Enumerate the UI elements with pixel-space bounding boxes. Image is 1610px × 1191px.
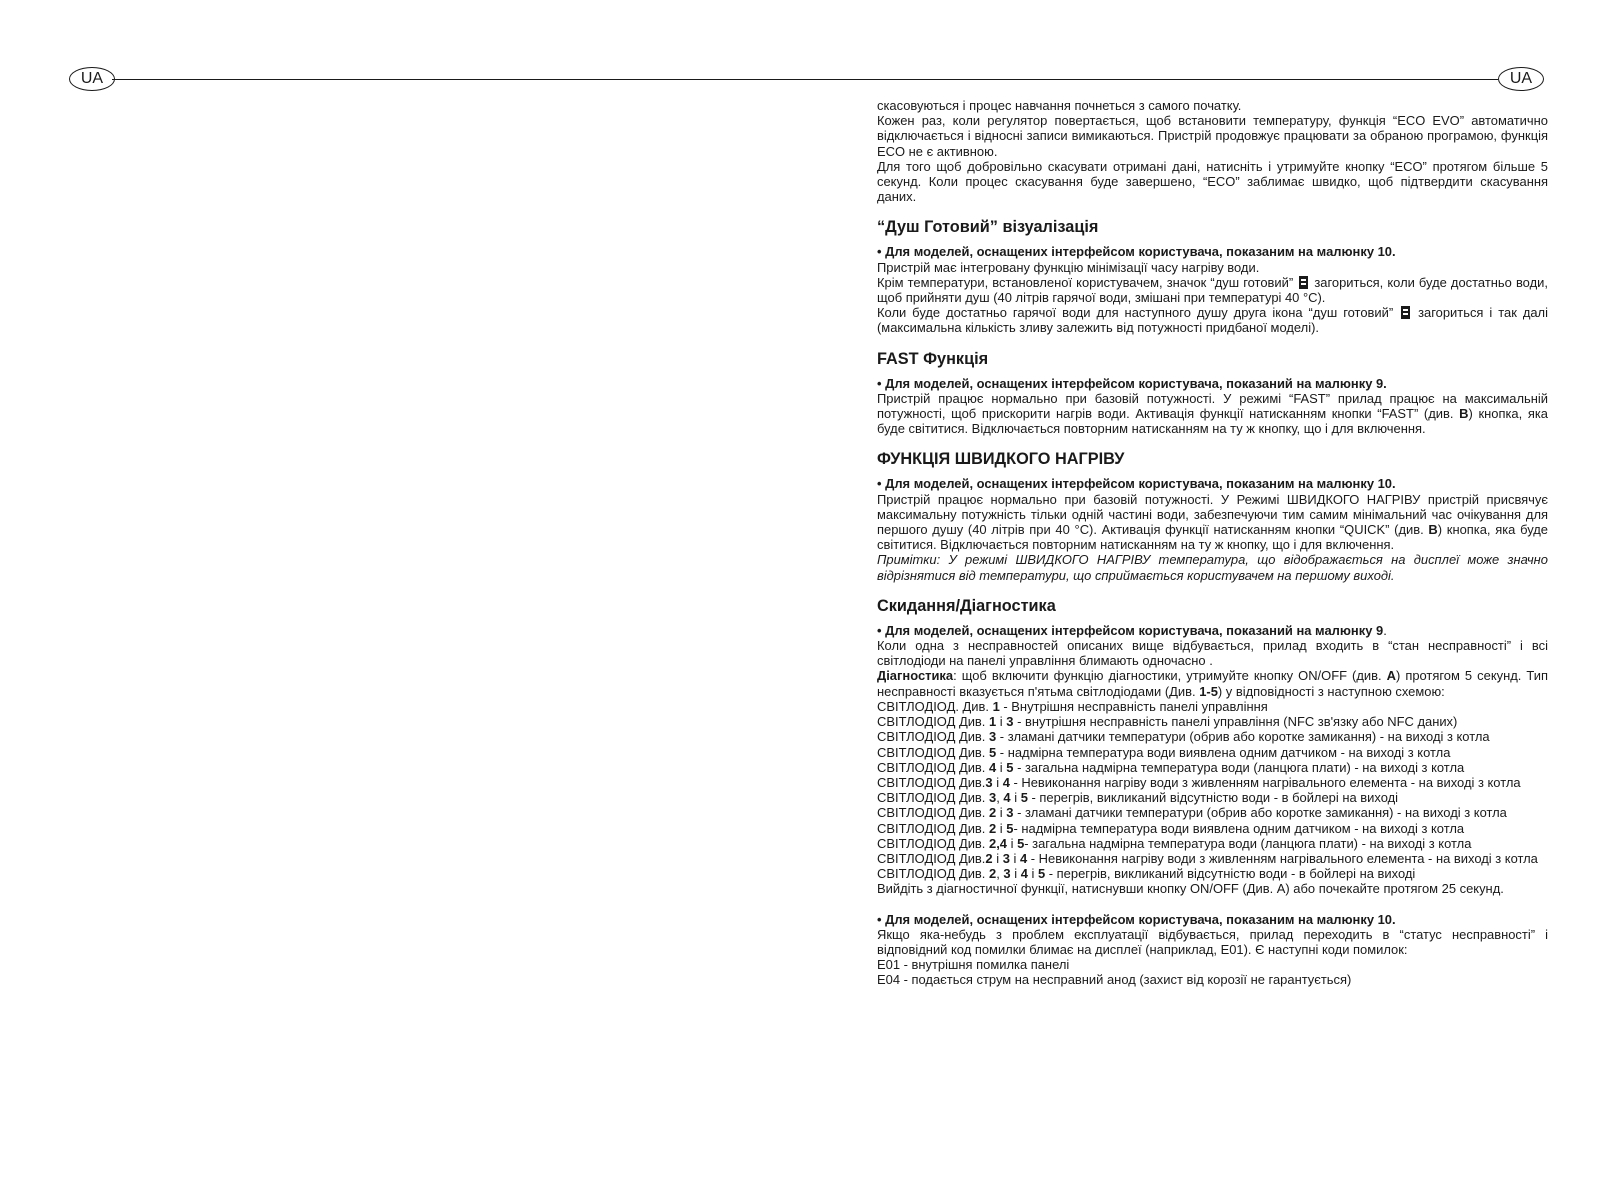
diagnostics-ref-a: A	[1386, 668, 1396, 684]
quick-note: Примітки: У режимі ШВИДКОГО НАГРІВУ температура, що відображається на дисплеї може значно відрізнятися від температури, що сприймається користувачем на першому виході.	[877, 552, 1548, 583]
led-number: 3	[1006, 805, 1014, 821]
led-code-text: - Невиконання нагріву води з живленням нагрівального елемента - на виході з котла	[1027, 850, 1538, 866]
led-code-line	[877, 760, 1548, 775]
diagnostics-exit: Вийдіть з діагностичної функції, натиснувши кнопку ON/OFF (Див. А) або почекайте протягом 25 секунд.	[877, 881, 1504, 897]
quick-section-lead: • Для моделей, оснащених інтерфейсом користувача, показаним на малюнку 10.	[877, 476, 1396, 492]
diagnostics-text: ) у відповідності з наступною схемою:	[1217, 683, 1445, 699]
shower-section-lead: • Для моделей, оснащених інтерфейсом користувача, показаним на малюнку 10.	[877, 244, 1396, 260]
shower-ready-icon	[1299, 276, 1308, 289]
led-code-text: СВІТЛОДІОД Див.	[877, 729, 989, 745]
led-code-text: СВІТЛОДІОД Див.	[877, 805, 989, 821]
led-code-line	[877, 745, 1548, 760]
led-number: 5	[1037, 866, 1046, 882]
diagnostics-ref-leds: 1-5	[1199, 683, 1218, 699]
led-code-line	[877, 714, 1548, 729]
led-code-text: СВІТЛОДІОД Див.	[877, 744, 989, 760]
led-code-text: і	[996, 820, 1007, 836]
error-code-e01: E01 - внутрішня помилка панелі	[877, 957, 1070, 973]
led-number: 3	[1006, 714, 1014, 730]
led-number: 2	[989, 866, 997, 882]
led-code-text: ,	[996, 790, 1004, 806]
led-code-text: - загальна надмірна температура води (ланцюга плати) - на виході з котла	[1013, 759, 1465, 775]
led-number: 3	[989, 729, 997, 745]
led-code-line	[877, 821, 1548, 836]
reset-paragraph-2: Якщо яка-небудь з проблем експлуатації відбувається, прилад переходить в “статус несправності” і відповідний код помилки блимає на дисплеї (наприклад, E01). Є наступні коди помилок:	[877, 926, 1548, 957]
led-number: 4	[1002, 774, 1010, 790]
shower-p2-end: загориться, коли буде достатньо води, щоб прийняти душ (40 літрів гарячої води, змішані при температурі 40 °C).	[877, 274, 1548, 306]
shower-p2-start: Крім температури, встановленої користувачем, значок “душ готовий”	[877, 274, 1294, 290]
led-code-text: СВІТЛОДІОД Див.	[877, 820, 989, 836]
led-code-text: - Невиконання нагріву води з живленням нагрівального елемента - на виході з котла	[1009, 774, 1521, 790]
led-code-text: і	[992, 774, 1003, 790]
fast-p1-end: ) кнопка, яка буде світитися. Відключається повторним натисканням на ту ж кнопку, що і для включення.	[877, 406, 1548, 437]
led-number: 5	[1006, 759, 1014, 775]
led-number: 5	[1020, 790, 1028, 806]
led-code-text: СВІТЛОДІОД Див.	[877, 759, 989, 775]
led-code-text: СВІТЛОДІОД Див.	[877, 714, 989, 730]
led-code-line	[877, 775, 1548, 790]
led-number: 4	[989, 759, 997, 775]
led-number: 5	[1006, 820, 1014, 836]
led-number: 5	[989, 744, 997, 760]
text-column	[877, 98, 1548, 988]
reset-section-lead-2: • Для моделей, оснащених інтерфейсом користувача, показаним на малюнку 10.	[877, 911, 1396, 927]
led-code-line	[877, 729, 1548, 744]
led-code-text: СВІТЛОДІОД Див.	[877, 835, 989, 851]
led-code-text: - перегрів, викликаний відсутністю води - в бойлері на виході	[1027, 790, 1399, 806]
led-number: 2	[985, 850, 993, 866]
shower-paragraph-2	[877, 275, 1548, 305]
led-number: 4	[1003, 790, 1011, 806]
language-badge-left: UA	[69, 67, 115, 91]
fast-p1-start: Пристрій працює нормально при базовій потужності. У режимі “FAST” прилад працює на максимальній потужності, щоб прискорити нагрів води. Активація функції натисканням кнопки “FAST” (див.	[877, 390, 1548, 422]
intro-paragraph-2: Кожен раз, коли регулятор повертається, щоб встановити температуру, функція “ECO EVO” автоматично відключається і відносні записи вимикаються. Пристрій продовжує працювати за обраною програмою, функція ECO не є активною.	[877, 113, 1548, 159]
led-code-text: і	[992, 850, 1003, 866]
quick-p1-start: Пристрій працює нормально при базовій потужності. У Режимі ШВИДКОГО НАГРІВУ пристрій присвячує максимальну потужність тільки одній частині води, забезпечуючи тим самим мінімальний час очікування для першого душу (40 літрів при 40 °C). Активація функції натисканням кнопки “QUICK” (див.	[877, 491, 1548, 538]
led-code-line	[877, 851, 1548, 866]
led-code-text: СВІТЛОДІОД Див.	[877, 774, 986, 790]
header-rule	[112, 79, 1498, 80]
led-number: 3	[985, 774, 993, 790]
diagnostics-text: : щоб включити функцію діагностики, утримуйте кнопку ON/OFF (див.	[953, 668, 1387, 684]
led-number: 4	[1019, 850, 1028, 866]
led-code-text: - загальна надмірна температура води (ланцюга плати) - на виході з котла	[1024, 835, 1472, 851]
shower-ready-icon	[1401, 306, 1410, 319]
led-code-text: і	[1009, 850, 1020, 866]
led-code-text: - Внутрішня несправність панелі управління	[999, 698, 1268, 714]
led-code-text: - зламані датчики температури (обрив або коротке замикання) - на виході з котла	[1013, 805, 1507, 821]
quick-section-title: ФУНКЦІЯ ШВИДКОГО НАГРІВУ	[877, 450, 1125, 469]
language-badge-right: UA	[1498, 67, 1544, 91]
led-number: 3	[989, 790, 997, 806]
led-code-text: - надмірна температура води виявлена одним датчиком - на виході з котла	[1013, 820, 1465, 836]
diagnostics-text: ) протягом 5 секунд. Тип несправності вказується п'ятьма світлодіодами (Див.	[877, 668, 1548, 699]
led-code-text: ,	[996, 866, 1004, 882]
led-number: 1	[989, 714, 997, 730]
section-gap	[877, 897, 1548, 912]
led-code-line	[877, 790, 1548, 805]
led-code-list	[877, 699, 1548, 881]
led-code-text: - внутрішня несправність панелі управління (NFC зв'язку або NFC даних)	[1013, 714, 1458, 730]
diagnostics-paragraph	[877, 668, 1548, 698]
led-code-text: і	[1010, 790, 1021, 806]
led-number: 2	[989, 805, 997, 821]
led-code-text: і	[1010, 866, 1021, 882]
reset-lead-dot: .	[1383, 622, 1387, 638]
led-code-text: і	[1007, 835, 1018, 851]
led-number: 2,4	[989, 835, 1007, 851]
led-number: 2	[989, 820, 997, 836]
intro-paragraph-1: скасовуються і процес навчання почнеться з самого початку.	[877, 98, 1242, 113]
reset-lead-text: • Для моделей, оснащених інтерфейсом користувача, показаний на малюнку 9	[877, 622, 1384, 638]
led-code-text: і	[996, 805, 1007, 821]
shower-paragraph-3	[877, 305, 1548, 335]
error-code-e04: E04 - подається струм на несправний анод (захист від корозії не гарантується)	[877, 972, 1352, 988]
shower-p3-end: загориться і так далі (максимальна кількість зливу залежить від потужності придбаної моделі).	[877, 305, 1548, 336]
led-code-line	[877, 699, 1548, 714]
shower-section-title: “Душ Готовий” візуалізація	[877, 218, 1099, 237]
led-code-text: і	[996, 714, 1007, 730]
led-code-line	[877, 836, 1548, 851]
led-number: 5	[1017, 835, 1025, 851]
led-number: 4	[1020, 866, 1028, 882]
led-code-text: - зламані датчики температури (обрив або коротке замикання) - на виході з котла	[996, 729, 1490, 745]
quick-p1-end: ) кнопка, яка буде світитися. Відключається повторним натисканням на ту ж кнопку, що і для включення.	[877, 522, 1548, 553]
quick-p1-ref: B	[1428, 522, 1438, 538]
intro-paragraph-3: Для того щоб добровільно скасувати отримані дані, натисніть і утримуйте кнопку “ECO” протягом більше 5 секунд. Коли процес скасування буде завершено, “ECO” заблимає швидко, щоб підтвердити скасування даних.	[877, 158, 1548, 205]
reset-section-title: Скидання/Діагностика	[877, 596, 1056, 615]
shower-paragraph-1: Пристрій має інтегровану функцію мінімізації часу нагріву води.	[877, 259, 1260, 275]
quick-paragraph-1	[877, 492, 1548, 553]
led-code-text: і	[996, 759, 1007, 775]
led-code-text: - перегрів, викликаний відсутністю води - в бойлері на виході	[1045, 866, 1416, 882]
fast-p1-ref: B	[1459, 406, 1469, 422]
led-code-text: СВІТЛОДІОД Див.	[877, 866, 989, 882]
led-number: 3	[1003, 866, 1011, 882]
fast-section-lead: • Для моделей, оснащених інтерфейсом користувача, показаний на малюнку 9.	[877, 375, 1387, 391]
led-code-line	[877, 805, 1548, 820]
led-code-text: СВІТЛОДІОД Див.	[877, 790, 989, 806]
led-code-line	[877, 866, 1548, 881]
fast-section-title: FAST Функція	[877, 349, 989, 368]
led-code-text: СВІТЛОДІОД Див.	[877, 850, 986, 866]
reset-paragraph-1: Коли одна з несправностей описаних вище відбувається, прилад входить в “стан несправності” і всі світлодіоди на панелі управління блимають одночасно .	[877, 638, 1548, 669]
led-number: 3	[1002, 850, 1010, 866]
led-number: 1	[992, 698, 1000, 714]
shower-p3-start: Коли буде достатньо гарячої води для наступного душу друга ікона “душ готовий”	[877, 305, 1394, 321]
diagnostics-label: Діагностика	[877, 668, 954, 684]
led-code-text: і	[1027, 866, 1038, 882]
reset-section-lead	[877, 623, 1548, 638]
fast-paragraph-1	[877, 391, 1548, 437]
led-code-text: - надмірна температура води виявлена одним датчиком - на виході з котла	[996, 744, 1451, 760]
led-code-text: СВІТЛОДІОД. Див.	[877, 698, 993, 714]
